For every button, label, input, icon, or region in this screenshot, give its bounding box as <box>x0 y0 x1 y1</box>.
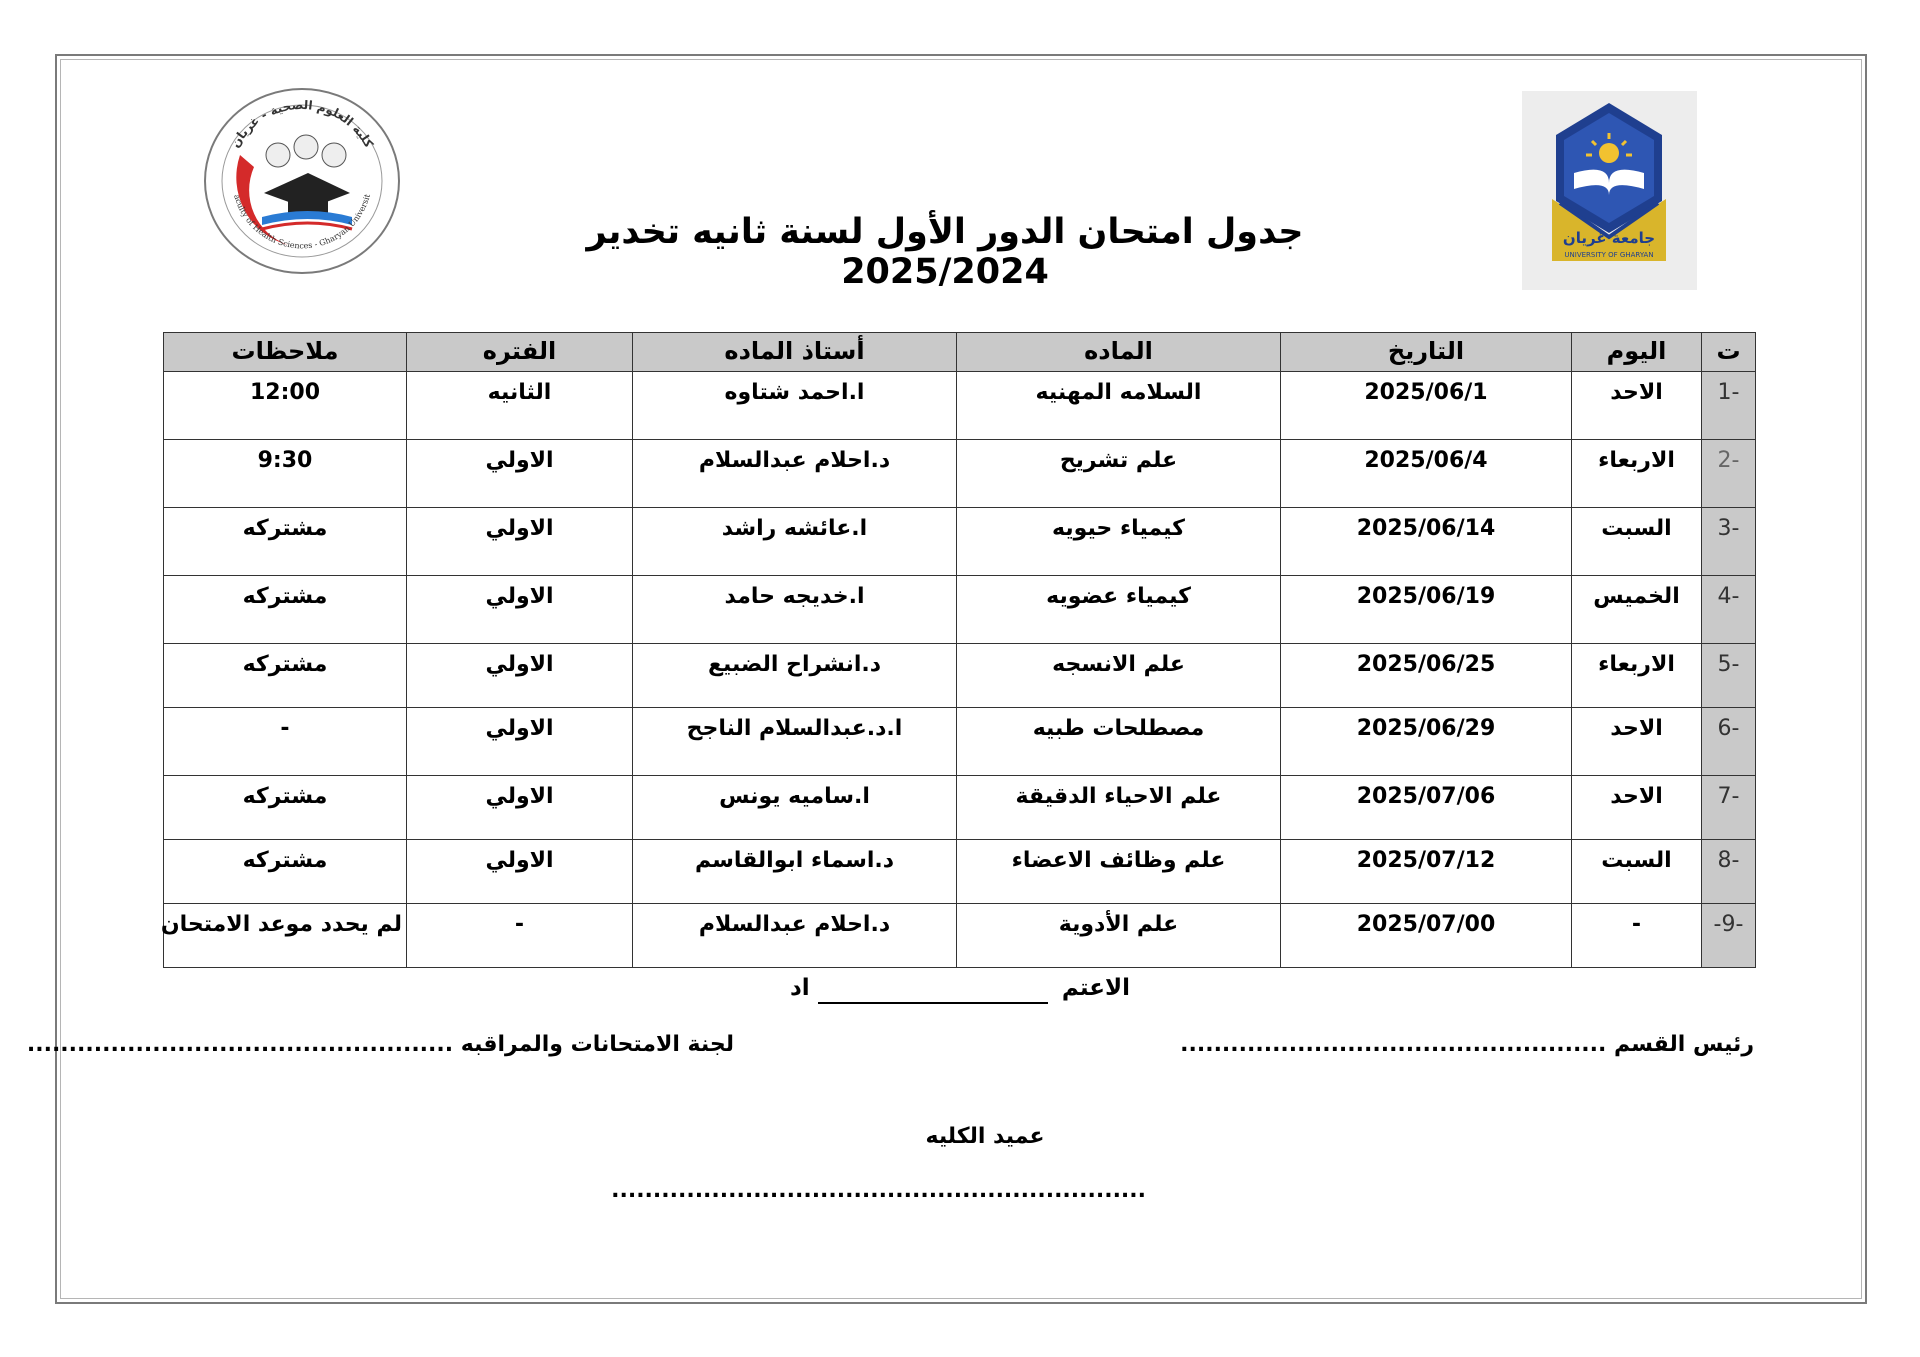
dean-signature-label: عميد الكليه <box>925 1124 1045 1149</box>
approval-text-end: اد <box>790 975 810 1001</box>
table-row <box>164 508 1756 576</box>
row-subject: كيمياء عضويه <box>957 576 1281 644</box>
row-date: 2025/06/4 <box>1281 440 1572 508</box>
header-session: الفتره <box>407 333 633 372</box>
row-num: -5 <box>1702 644 1756 708</box>
table-row <box>164 372 1756 440</box>
row-date: 2025/06/1 <box>1281 372 1572 440</box>
university-logo-name: جامعة غريان <box>1562 229 1656 247</box>
head-of-department-signature <box>1180 1032 1754 1057</box>
row-session: الاولي <box>407 576 633 644</box>
row-day: الاربعاء <box>1572 644 1702 708</box>
table-row <box>164 576 1756 644</box>
row-notes: 9:30 <box>164 440 407 508</box>
row-session: الاولي <box>407 708 633 776</box>
row-day: الاحد <box>1572 708 1702 776</box>
row-num: -7 <box>1702 776 1756 840</box>
row-day: الاحد <box>1572 776 1702 840</box>
row-day: - <box>1572 904 1702 968</box>
row-notes: مشتركه <box>164 776 407 840</box>
row-subject: علم الأدوية <box>957 904 1281 968</box>
table-row <box>164 776 1756 840</box>
row-subject: علم تشريح <box>957 440 1281 508</box>
row-date: 2025/06/25 <box>1281 644 1572 708</box>
row-num: -4 <box>1702 576 1756 644</box>
table-row <box>164 644 1756 708</box>
row-num: -9- <box>1702 904 1756 968</box>
row-teacher: ا.احمد شتاوه <box>633 372 957 440</box>
row-notes: 12:00 <box>164 372 407 440</box>
table-row <box>164 904 1756 968</box>
row-date: 2025/06/19 <box>1281 576 1572 644</box>
row-num: -2 <box>1702 440 1756 508</box>
row-notes: مشتركه <box>164 508 407 576</box>
row-date: 2025/07/12 <box>1281 840 1572 904</box>
faculty-logo-sub: aculty of Health Sciences - Gharyan Universit <box>232 193 372 251</box>
row-date: 2025/06/14 <box>1281 508 1572 576</box>
row-date: 2025/06/29 <box>1281 708 1572 776</box>
row-num: -6 <box>1702 708 1756 776</box>
exam-schedule-table <box>160 332 1756 968</box>
page-title: جدول امتحان الدور الأول لسنة ثانيه تخدير 2025/2024 <box>586 212 1304 292</box>
row-notes: مشتركه <box>164 576 407 644</box>
dean-signature-dots: ................................................................ <box>611 1178 1146 1203</box>
approval-rule <box>818 1002 1048 1004</box>
row-notes: لم يحدد موعد الامتحان <box>164 904 407 968</box>
header-subject: الماده <box>957 333 1281 372</box>
row-teacher: ا.د.عبدالسلام الناجح <box>633 708 957 776</box>
head-of-department-label: رئيس القسم <box>1614 1032 1754 1057</box>
exam-committee-dots: ................................................... <box>26 1032 454 1057</box>
row-subject: علم الانسجه <box>957 644 1281 708</box>
head-of-department-dots: ................................................... <box>1180 1032 1607 1057</box>
row-session: الاولي <box>407 440 633 508</box>
row-day: الاحد <box>1572 372 1702 440</box>
row-teacher: د.اسماء ابوالقاسم <box>633 840 957 904</box>
row-teacher: ا.عائشه راشد <box>633 508 957 576</box>
row-subject: مصطلحات طبيه <box>957 708 1281 776</box>
header-day: اليوم <box>1572 333 1702 372</box>
row-num: -8 <box>1702 840 1756 904</box>
header-num: ت <box>1702 333 1756 372</box>
row-date: 2025/07/06 <box>1281 776 1572 840</box>
row-date: 2025/07/00 <box>1281 904 1572 968</box>
table-header-row <box>164 333 1756 372</box>
row-subject: السلامه المهنيه <box>957 372 1281 440</box>
table-row <box>164 840 1756 904</box>
row-teacher: د.احلام عبدالسلام <box>633 440 957 508</box>
row-teacher: د.انشراح الضبيع <box>633 644 957 708</box>
exam-committee-label: لجنة الامتحانات والمراقبه <box>460 1032 734 1057</box>
row-session: - <box>407 904 633 968</box>
row-day: الخميس <box>1572 576 1702 644</box>
row-session: الاولي <box>407 508 633 576</box>
row-day: السبت <box>1572 840 1702 904</box>
row-notes: مشتركه <box>164 840 407 904</box>
row-teacher: ا.خديجه حامد <box>633 576 957 644</box>
row-session: الاولي <box>407 840 633 904</box>
row-session: الثانيه <box>407 372 633 440</box>
approval-text-start: الاعتم <box>1061 975 1130 1001</box>
row-session: الاولي <box>407 776 633 840</box>
row-num: -1 <box>1702 372 1756 440</box>
faculty-logo-name: كلية العلوم الصحية - غريان <box>228 97 376 151</box>
row-notes: - <box>164 708 407 776</box>
row-subject: علم وظائف الاعضاء <box>957 840 1281 904</box>
row-day: السبت <box>1572 508 1702 576</box>
university-logo <box>1522 91 1697 290</box>
row-teacher: ا.ساميه يونس <box>633 776 957 840</box>
row-num: -3 <box>1702 508 1756 576</box>
row-teacher: د.احلام عبدالسلام <box>633 904 957 968</box>
table-row <box>164 440 1756 508</box>
row-notes: مشتركه <box>164 644 407 708</box>
row-session: الاولي <box>407 644 633 708</box>
approval-line <box>790 975 1130 1009</box>
row-day: الاربعاء <box>1572 440 1702 508</box>
header-notes: ملاحظات <box>164 333 407 372</box>
row-subject: علم الاحياء الدقيقة <box>957 776 1281 840</box>
university-logo-sub: UNIVERSITY OF GHARYAN <box>1564 251 1654 259</box>
exam-committee-signature <box>27 1032 734 1057</box>
table-row <box>164 708 1756 776</box>
header-teacher: أستاذ الماده <box>633 333 957 372</box>
row-subject: كيمياء حيويه <box>957 508 1281 576</box>
header-date: التاريخ <box>1281 333 1572 372</box>
faculty-logo <box>200 85 406 277</box>
